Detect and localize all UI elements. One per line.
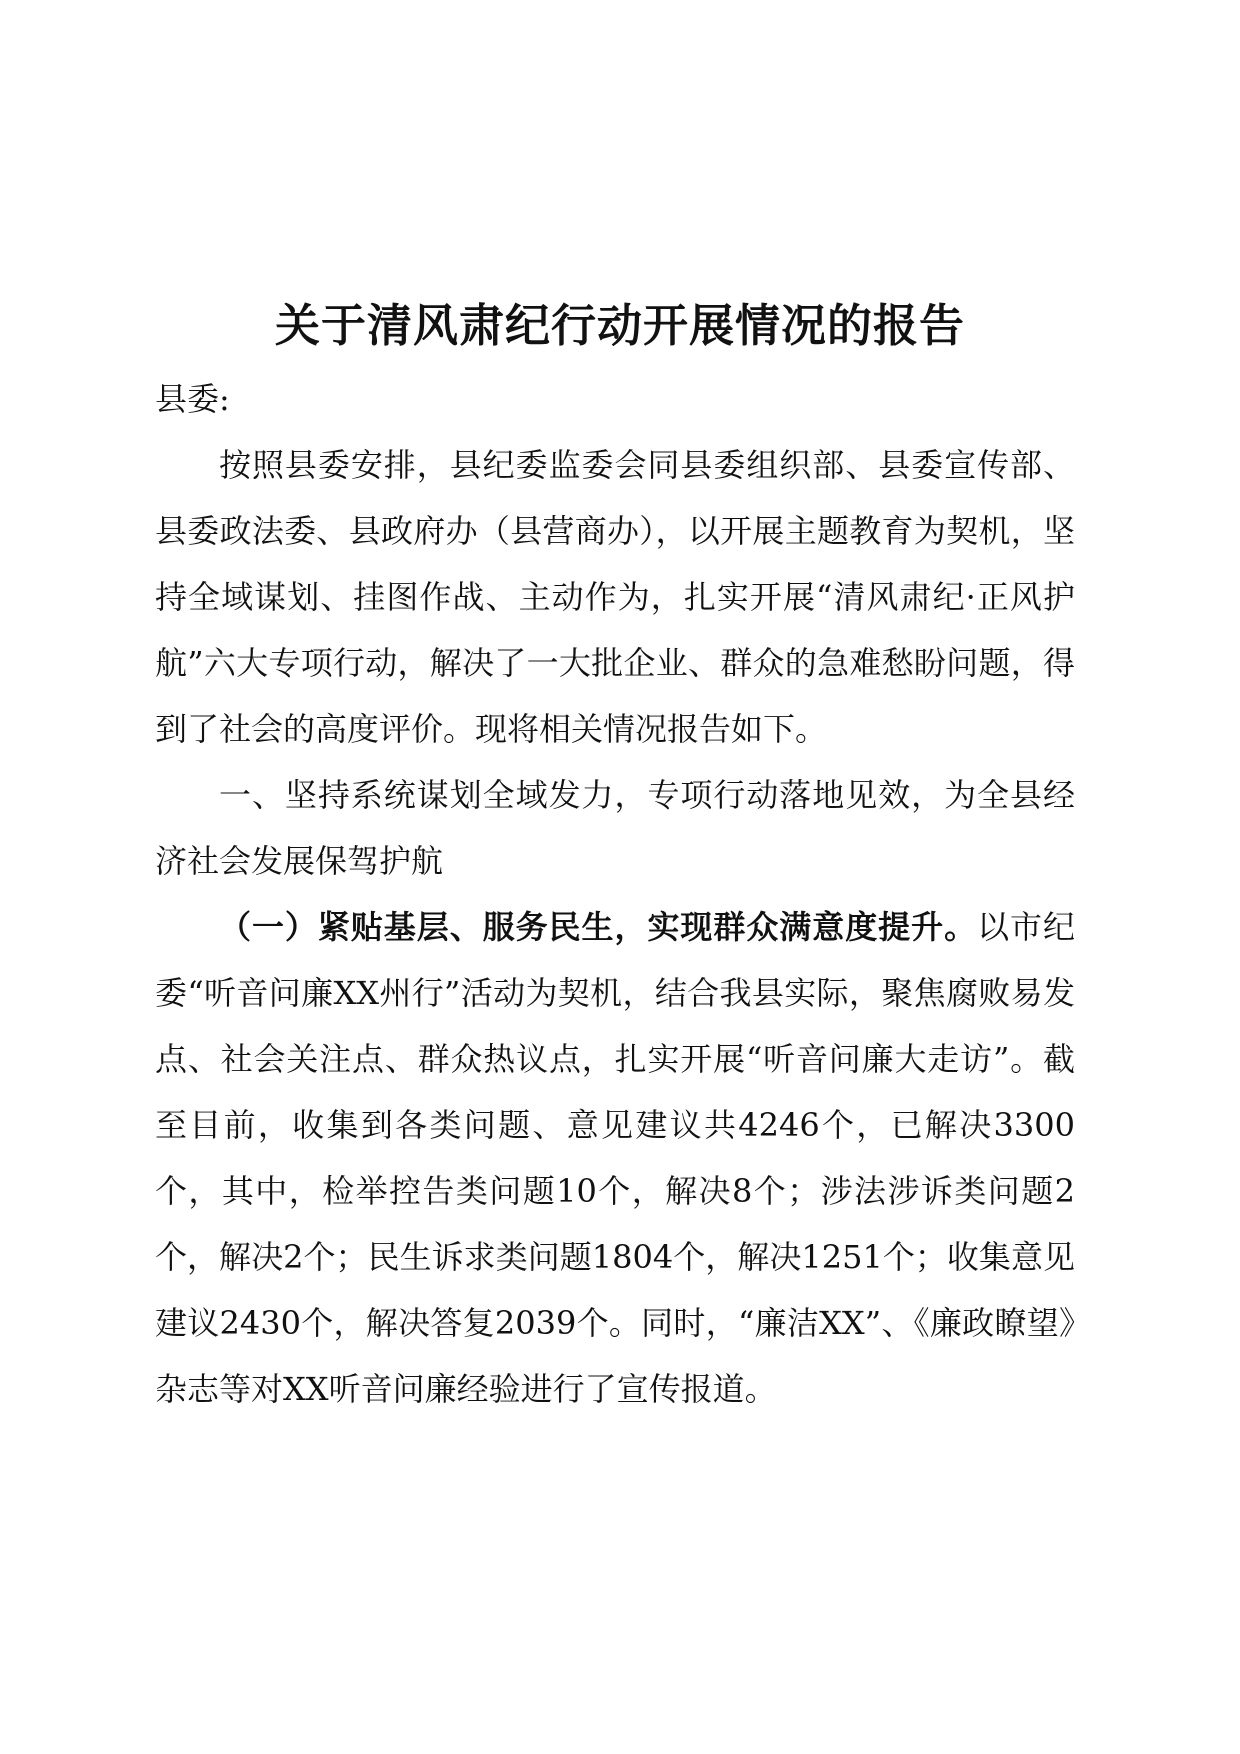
document-title: 关于清风肃纪行动开展情况的报告: [274, 299, 965, 352]
subsection-heading: （一）紧贴基层、服务民生，实现群众满意度提升。: [219, 908, 978, 946]
document-body: [155, 366, 1075, 1422]
section-heading: 一、坚持系统谋划全域发力，专项行动落地见效，为全县经济社会发展保驾护航: [155, 776, 1075, 880]
subsection-body: 以市纪委“听音问廉XX州行”活动为契机，结合我县实际，聚焦腐败易发点、社会关注点、群众热议点，扎实开展“听音问廉大走访”。截至目前，收集到各类问题、意见建议共4246个，已解决3300个，其中，检举控告类问题10个，解决8个；涉法涉诉类问题2个，解决2个；民生诉求类问题1804个，解决1251个；收集意见建议2430个，解决答复2039个。同时，“廉洁XX”、《廉政瞭望》杂志等对XX听音问廉经验进行了宣传报道。: [155, 908, 1075, 1408]
salutation: 县委:: [155, 380, 230, 418]
intro-paragraph: 按照县委安排，县纪委监委会同县委组织部、县委宣传部、县委政法委、县政府办（县营商办），以开展主题教育为契机，坚持全域谋划、挂图作战、主动作为，扎实开展“清风肃纪·正风护航”六大专项行动，解决了一大批企业、群众的急难愁盼问题，得到了社会的高度评价。现将相关情况报告如下。: [155, 446, 1075, 748]
subsection-paragraph: [155, 894, 1075, 1422]
